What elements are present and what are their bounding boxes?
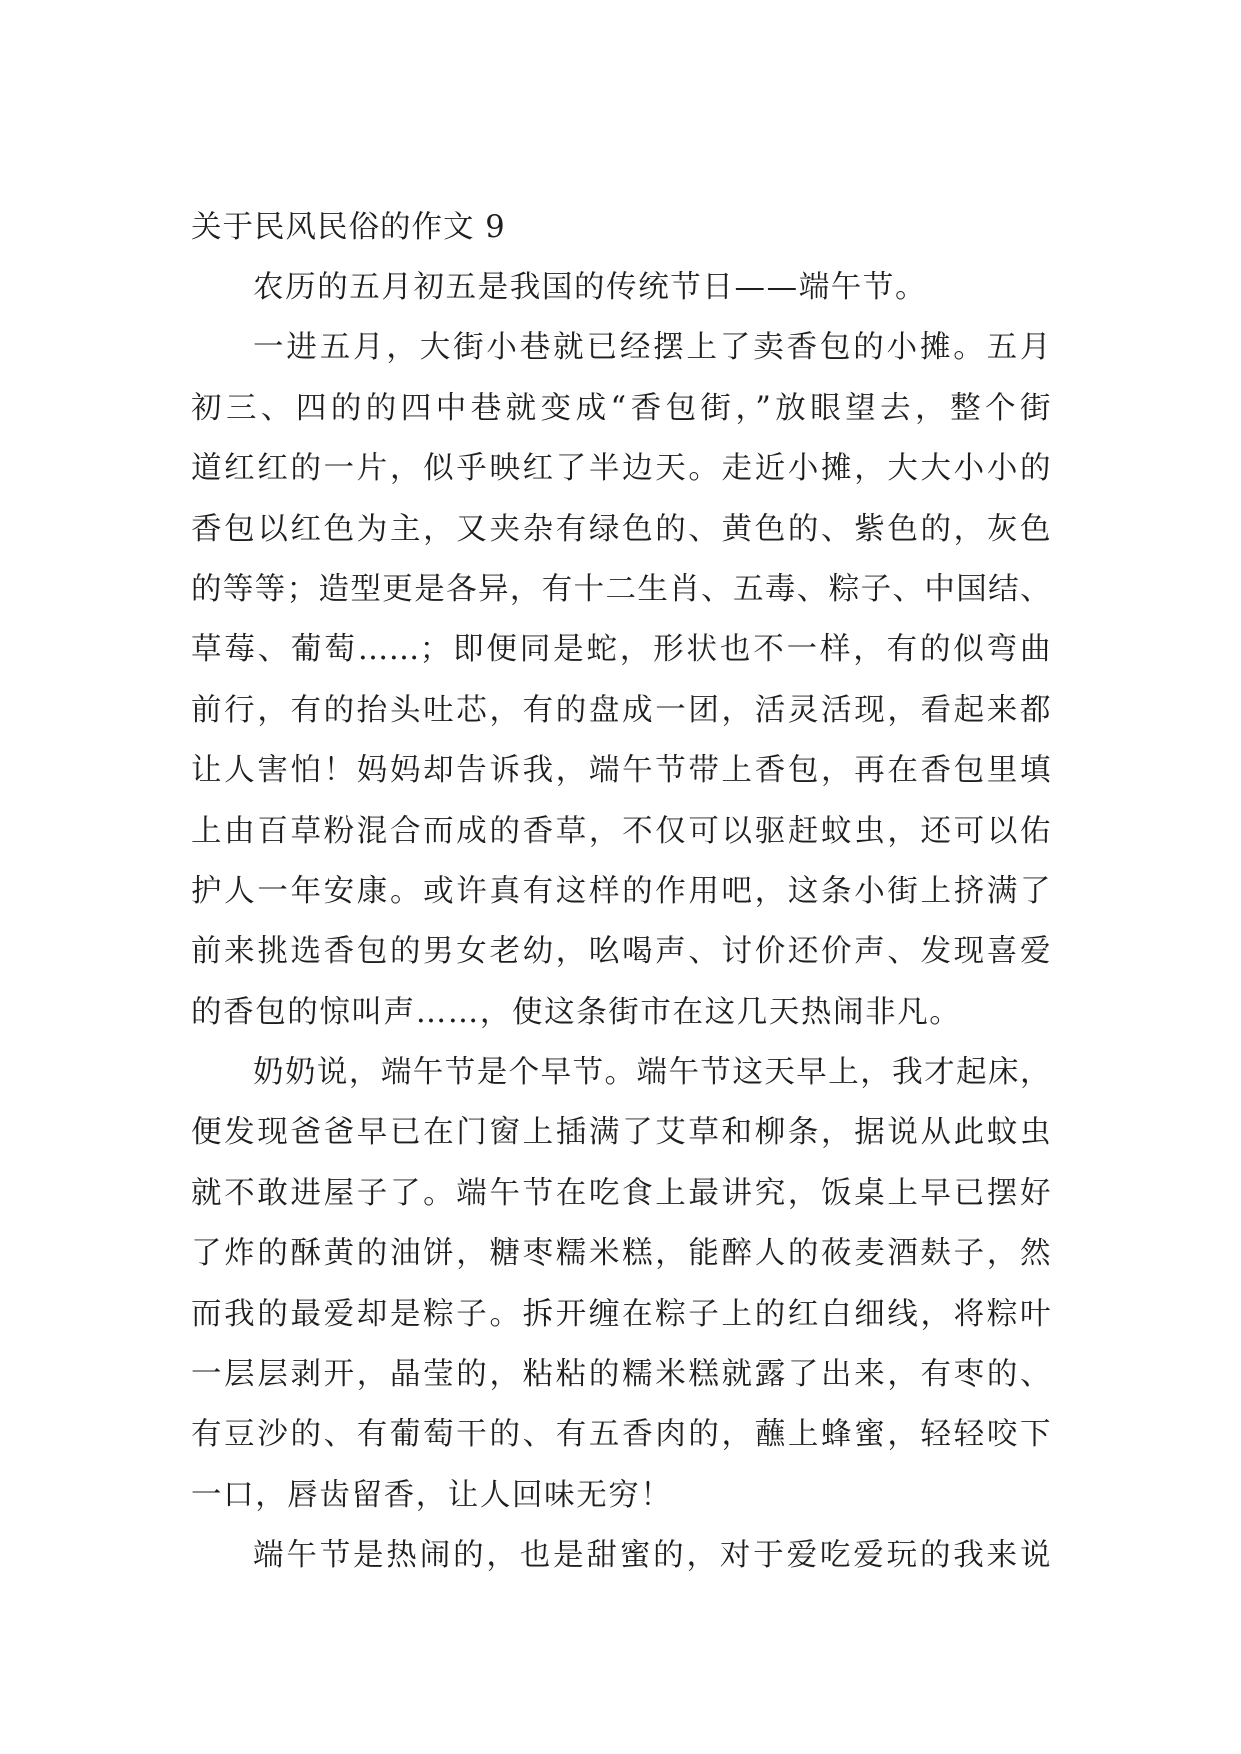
text-line xyxy=(191,1224,1051,1284)
text-line xyxy=(191,1103,1051,1163)
text-line xyxy=(191,802,1051,862)
text-line xyxy=(191,318,1051,378)
line-text: 一进五月，大街小巷就已经摆上了卖香包的小摊。五月 xyxy=(253,330,1051,366)
line-text: 有豆沙的、有葡萄干的、有五香肉的，蘸上蜂蜜，轻轻咬下 xyxy=(191,1417,1051,1453)
text-line xyxy=(191,741,1051,801)
text-line xyxy=(191,379,1051,439)
line-text: 初三、四的的四中巷就变成“香包街，”放眼望去，整个街 xyxy=(191,390,1051,426)
text-line xyxy=(191,1164,1051,1224)
line-text: 而我的最爱却是粽子。拆开缠在粽子上的红白细线，将粽叶 xyxy=(191,1296,1051,1332)
line-text: 前行，有的抬头吐芯，有的盘成一团，活灵活现，看起来都 xyxy=(191,692,1051,728)
line-text: 上由百草粉混合而成的香草，不仅可以驱赶蚊虫，还可以佑 xyxy=(191,813,1051,849)
text-line xyxy=(191,681,1051,741)
text-line xyxy=(191,1285,1051,1345)
line-text: 香包以红色为主，又夹杂有绿色的、黄色的、紫色的，灰色 xyxy=(191,511,1051,547)
text-line xyxy=(191,922,1051,982)
essay-text xyxy=(191,258,1051,1587)
text-line xyxy=(191,258,1051,318)
line-text: 就不敢进屋子了。端午节在吃食上最讲究，饭桌上早已摆好 xyxy=(191,1175,1051,1211)
text-line xyxy=(191,1466,1051,1526)
line-text: 奶奶说，端午节是个早节。端午节这天早上，我才起床， xyxy=(253,1055,1051,1091)
text-line xyxy=(191,1526,1051,1586)
text-line xyxy=(191,620,1051,680)
line-text: 道红红的一片，似乎映红了半边天。走近小摊，大大小小的 xyxy=(191,451,1051,487)
document-title: 关于民风民俗的作文 9 xyxy=(191,210,506,245)
line-text: 让人害怕！妈妈却告诉我，端午节带上香包，再在香包里填 xyxy=(191,753,1051,789)
line-text: 草莓、葡萄……；即便同是蛇，形状也不一样，有的似弯曲 xyxy=(191,632,1051,668)
text-line xyxy=(191,439,1051,499)
line-text: 便发现爸爸早已在门窗上插满了艾草和柳条，据说从此蚊虫 xyxy=(191,1115,1051,1151)
text-line xyxy=(191,1405,1051,1465)
line-text: 一口，唇齿留香，让人回味无穷！ xyxy=(191,1477,673,1513)
line-text: 了炸的酥黄的油饼，糖枣糯米糕，能醉人的莜麦酒麸子，然 xyxy=(191,1236,1051,1272)
text-line xyxy=(191,560,1051,620)
line-text: 一层层剥开，晶莹的，粘粘的糯米糕就露了出来，有枣的、 xyxy=(191,1357,1051,1393)
text-line xyxy=(191,862,1051,922)
text-line xyxy=(191,1345,1051,1405)
text-line xyxy=(191,500,1051,560)
line-text: 护人一年安康。或许真有这样的作用吧，这条小街上挤满了 xyxy=(191,873,1051,909)
text-line xyxy=(191,1043,1051,1103)
line-text: 的香包的惊叫声……，使这条街市在这几天热闹非凡。 xyxy=(191,994,962,1030)
line-text: 前来挑选香包的男女老幼，吆喝声、讨价还价声、发现喜爱 xyxy=(191,934,1051,970)
line-text: 农历的五月初五是我国的传统节日——端午节。 xyxy=(253,270,928,305)
document-body xyxy=(191,198,1051,1587)
text-line xyxy=(191,983,1051,1043)
line-text: 端午节是热闹的，也是甜蜜的，对于爱吃爱玩的我来说 xyxy=(253,1538,1051,1574)
line-text: 的等等；造型更是各异，有十二生肖、五毒、粽子、中国结、 xyxy=(191,571,1051,607)
